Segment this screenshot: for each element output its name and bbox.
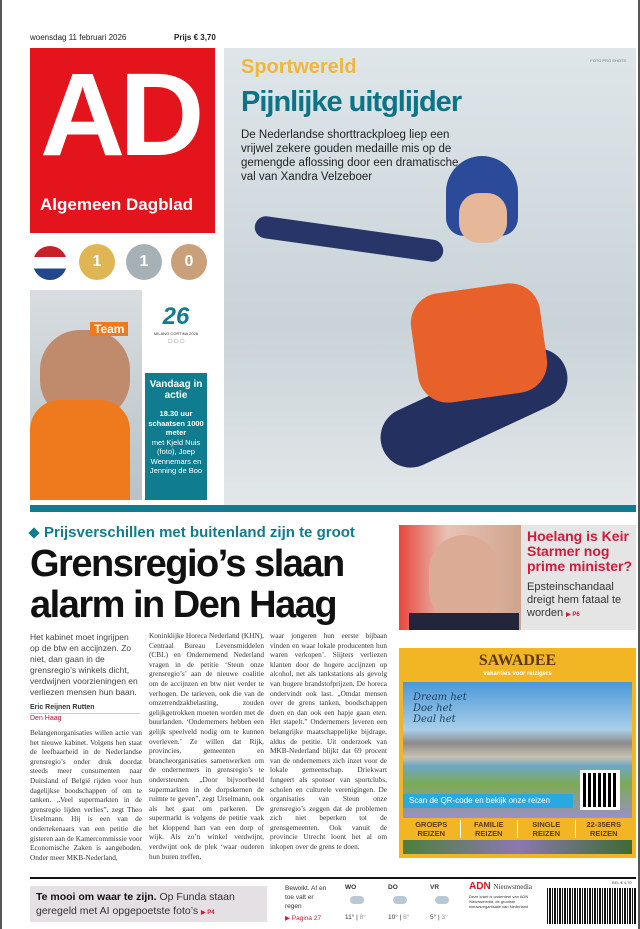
ad-logo[interactable] xyxy=(30,48,215,233)
teaser-headline: Hoelang is Keir Starmer nog prime minister? xyxy=(527,528,633,574)
ad-footer-image xyxy=(403,840,632,854)
hero-headline: Pijnlijke uitglijder xyxy=(241,86,462,118)
page-ref: ▶ P4 xyxy=(201,910,215,916)
logo-text: MILANO CORTINA 2026 xyxy=(153,331,199,336)
logo-mark: AD xyxy=(40,49,199,181)
teaser-sub xyxy=(527,581,633,622)
qr-code-icon[interactable] xyxy=(580,770,620,810)
olympic-rings-icon: ○○○ xyxy=(166,336,186,347)
article-column-1: Belangenorganisaties willen actie van het nieuwe kabinet. Volgens hen staat de leefbaarheid in de Nederlandse grensregio’s onder druk doordat steeds meer consumenten naar Duitsland of België rijden voor hun dagelijkse boodschappen of om te tanken. „Veel supermarkten in de grensregio lijden verlies”, zegt Theo Urselmann. Hij is een van de ondertekenaars van een petitie die gisteren aan de Kamercommissie voor Economische Zaken is aangeboden. Onder meer MKB-Nederland, xyxy=(30,728,142,862)
olympics-title: Vandaag in actie xyxy=(149,379,203,401)
ad-category: FAMILIE REIZEN xyxy=(461,820,519,838)
hero-photo-story[interactable] xyxy=(224,48,636,512)
headband-text: Team xyxy=(90,322,128,336)
photo-credit: FOTO PRO SHOTS xyxy=(590,58,626,63)
diamond-icon xyxy=(28,527,39,538)
teaser-bold: Te mooi om waar te zijn. xyxy=(36,891,157,903)
skater-illustration xyxy=(253,215,444,263)
event-name: schaatsen 1000 meter xyxy=(148,418,204,437)
cloud-rain-icon xyxy=(435,896,449,904)
face xyxy=(429,535,499,625)
slogan-line: Doe het xyxy=(413,703,453,714)
dateline: Den Haag xyxy=(30,715,62,722)
funda-teaser[interactable] xyxy=(30,886,267,922)
weather-day: VR xyxy=(430,884,440,891)
barcode-icon xyxy=(547,888,637,924)
skater-illustration xyxy=(459,193,507,243)
skater-illustration xyxy=(407,279,551,406)
weather-text: Bewolkt. Af en toe valt er regen xyxy=(285,885,327,910)
lead-intro: Het kabinet moet ingrijpen op de btw en accijnzen. Zo niet, dan gaan in de grensregio’s winkels dicht, verdwijnen voorzieningen en verliezen mensen hun baan. xyxy=(30,632,138,697)
teaser-text: Op Funda staan geregeld met AI opgepoetste foto’s xyxy=(36,891,235,917)
ad-category: GROEPS REIZEN xyxy=(403,820,461,838)
section-kicker: Sportwereld xyxy=(241,56,357,78)
ad-scan-text: Scan de QR-code en bekijk onze reizen xyxy=(403,794,573,808)
barcode-price: BEL € 4,70 xyxy=(612,880,632,885)
issue-date: woensdag 11 februari 2026 xyxy=(30,33,127,42)
olympics-box[interactable] xyxy=(145,295,207,500)
divider xyxy=(30,505,636,512)
cloud-rain-icon xyxy=(393,896,407,904)
ad-category: 22-35ERS REIZEN xyxy=(586,820,622,838)
ad-categories xyxy=(403,820,632,838)
weather-temp: 5° | 3° xyxy=(430,914,448,921)
adn-logo: ADN Nieuwsmedia xyxy=(469,881,532,892)
logo-number: 26 xyxy=(162,303,190,330)
event-details: met Kjeld Nuis (foto), Joep Wennemars en Jenning de Boo xyxy=(149,437,203,475)
weather-day: WO xyxy=(345,884,357,891)
silver-medal-count: 1 xyxy=(126,244,162,280)
athlete-suit xyxy=(30,400,130,500)
starmer-photo xyxy=(399,525,521,630)
weather-summary[interactable] xyxy=(285,884,330,923)
article-column-3: waar jongeren hun eerste bijbaan vinden en waar lokale producenten hun waren verkopen’. Slijters verliezen klanten door de hogere accijnzen op alcohol, net als tankstations als gevolg van hogere brandstofprijzen. De horeca ondervindt ook last. „Omdat mensen over de grens tanken, boodschappen doen en dan ook een hapje gaan eten. Het stapelt.” Ondernemers leveren een belangrijke maatschappelijke bijdrage, aldus de petitie. Uit onderzoek van MKB-Nederland blijkt dat 69 procent van de ondernemers zich inzet voor de lokale gemeenschap. Driekwart fungeert als sponsor van sportclubs, scholen en culturele verenigingen. De organisaties van Steun onze grensregio’s zeggen dat de problemen zich niet beperken tot de grensgemeenten. Ook vanuit de provincie Utrecht loont het al om inkopen over de grens te doen. xyxy=(270,631,387,852)
logo-name: Algemeen Dagblad xyxy=(40,195,194,214)
price: Prijs € 3,70 xyxy=(174,33,216,42)
adn-text: Deze krant is onderdeel van ADN Nieuwsmedia, de grootste nieuwsorganisatie van Nederland xyxy=(469,894,529,909)
weather-day: DO xyxy=(388,884,398,891)
gold-medal-count: 1 xyxy=(79,244,115,280)
page-ref: ▶ P6 xyxy=(566,612,580,618)
ad-slogan xyxy=(413,692,467,725)
ad-brand: SAWADEE xyxy=(478,652,557,669)
adn-nieuwsmedia xyxy=(469,881,539,909)
dutch-flag-icon xyxy=(33,246,67,280)
sawadee-advertisement[interactable] xyxy=(399,648,636,858)
event-time: 18.30 uur xyxy=(159,409,193,418)
hero-subheadline: De Nederlandse shorttrackploeg liep een vrijwel zekere gouden medaille mis op de gemengde aflossing door een dramatische val van Xandra Velzeboer xyxy=(241,129,459,183)
ad-tagline: vakanties voor reizigers xyxy=(483,671,552,677)
lead-kicker xyxy=(30,524,355,541)
ad-category: SINGLE REIZEN xyxy=(518,820,576,838)
bronze-medal-count: 0 xyxy=(171,244,207,280)
milano-cortina-logo xyxy=(145,295,207,373)
teaser-sub-text: Epsteinschandaal dreigt hem fataal te worden xyxy=(527,581,622,619)
divider xyxy=(30,877,636,879)
article-column-2: Koninklijke Horeca Nederland (KHN), Centraal Bureau Levensmiddelen (CBL) en Ondernemend Nederland vragen in de petitie ‘Steun onze grensregio’s’ aan de nieuwe coalitie om de accijnzen en btw niet verder te verhogen. De tarieven, ook die van de omzetrendzakbelasting, zouden gelijkgetrokken moeten worden met de buurlanden. ‘Ondernemers hebben een gelijk speelveld nodig om te kunnen overleven.’ Ze willen dat Rijk, provincies, gemeenten en brancheorganisaties samenwerken om de ondernemers in grensregio’s te ondersteunen. „Door bijvoorbeeld supermarkten in de dorpskernen de ruimte te geven”, zegt Urselmann, ook als het gaat om parkeren. De supermarkt is volgens de petitie vaak het kloppend hart van een dorp of wijk. Als zo’n winkel verdwijnt, verdwijnt ook de plek ‘waar ouderen hun buren treffen, xyxy=(149,631,264,861)
suit xyxy=(409,613,519,630)
athlete-photo xyxy=(30,290,142,500)
slogan-line: Deal het xyxy=(413,714,456,725)
lead-kicker-text: Prijsverschillen met buitenland zijn te groot xyxy=(44,524,355,541)
author: Eric Reijnen Rutten xyxy=(30,704,140,714)
weather-temp: 11° | 8° xyxy=(345,914,366,921)
weather-temp: 10° | 8° xyxy=(388,914,410,921)
cloud-rain-icon xyxy=(350,896,364,904)
starmer-teaser[interactable] xyxy=(399,525,636,630)
lead-headline[interactable]: Grensregio’s slaan alarm in Den Haag xyxy=(30,543,344,626)
slogan-line: Dream het xyxy=(413,692,467,703)
weather-page-ref: ▶ Pagina 27 xyxy=(285,915,322,922)
